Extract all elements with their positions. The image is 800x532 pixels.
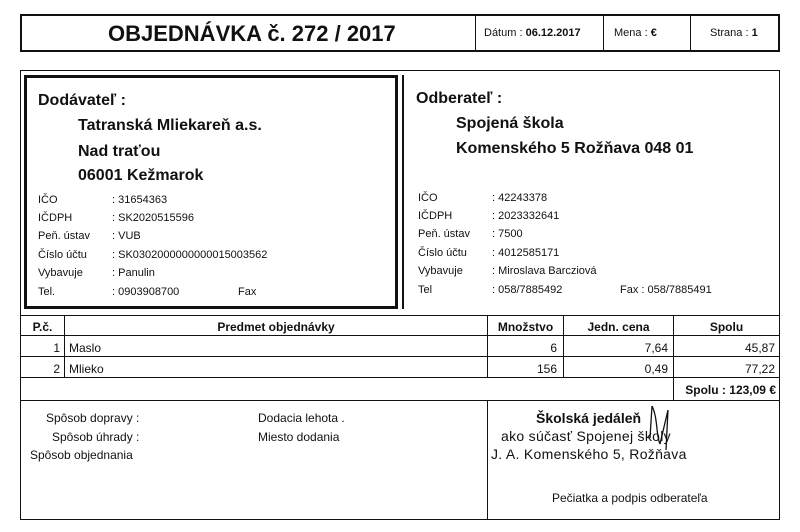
- customer-bank-label: Peň. ústav: [418, 228, 470, 240]
- table-cell: 0,49: [644, 362, 668, 376]
- header-divider: [690, 15, 691, 51]
- date-field: [484, 27, 581, 39]
- total-value: 123,09 €: [729, 383, 776, 397]
- supplier-tel-label: Tel.: [38, 286, 56, 298]
- header-divider: [475, 15, 476, 51]
- customer-ico-text: 42243378: [498, 192, 548, 204]
- payment-label: Spôsob úhrady :: [52, 430, 140, 444]
- signature-mark: [640, 398, 680, 458]
- table-header-cell: Predmet objednávky: [217, 320, 335, 334]
- supplier-tel-text: 0903908700: [118, 286, 180, 298]
- table-cell: 6: [550, 341, 557, 355]
- currency-value: €: [650, 27, 657, 39]
- supplier-icdph-label: IČDPH: [38, 212, 73, 224]
- customer-contact-text: Miroslava Barcziová: [498, 265, 597, 277]
- supplier-bank-label: Peň. ústav: [38, 230, 90, 242]
- table-header-cell: Spolu: [709, 320, 744, 334]
- customer-tel-text: 058/7885492: [498, 284, 563, 296]
- customer-ico-value: : 42243378: [492, 192, 548, 204]
- customer-icdph-value: : 2023332641: [492, 210, 560, 222]
- total-label: Spolu :: [685, 383, 726, 397]
- supplier-city: 06001 Kežmarok: [78, 167, 204, 184]
- table-total: [678, 383, 776, 397]
- currency-label: Mena :: [614, 27, 648, 39]
- table-top-border: [21, 315, 779, 316]
- stamp-line-3: J. A. Komenského 5, Rožňava: [491, 446, 687, 462]
- customer-bank-value: : 7500: [492, 228, 523, 240]
- customer-icdph-label: IČDPH: [418, 210, 453, 222]
- table-cell: 156: [536, 362, 557, 376]
- order-method-label: Spôsob objednania: [30, 448, 133, 462]
- supplier-contact-text: Panulin: [118, 267, 155, 279]
- supplier-account-value: : SK0302000000000015003562: [112, 249, 268, 261]
- table-cell: 2: [53, 362, 60, 376]
- customer-account-label: Číslo účtu: [418, 247, 467, 259]
- table-cell: Mlieko: [69, 362, 104, 376]
- supplier-tel-value: : 0903908700: [112, 286, 180, 298]
- table-row-divider: [21, 356, 779, 357]
- page-field: [710, 27, 758, 39]
- document-title: OBJEDNÁVKA č. 272 / 2017: [108, 21, 396, 46]
- customer-fax: [620, 284, 712, 296]
- footer-divider: [487, 400, 488, 519]
- customer-bank-text: 7500: [498, 228, 523, 240]
- customer-tel-label: Tel: [418, 284, 433, 296]
- header-divider: [603, 15, 604, 51]
- delivery-place-label: Miesto dodania: [258, 430, 340, 444]
- supplier-name: Tatranská Mliekareň a.s.: [78, 117, 262, 134]
- page-label: Strana :: [710, 27, 749, 39]
- table-cell: 7,64: [644, 341, 668, 355]
- table-header-bottom: [21, 335, 779, 336]
- table-row-divider: [21, 377, 779, 378]
- customer-account-text: 4012585171: [498, 247, 560, 259]
- customer-ico-label: IČO: [418, 192, 438, 204]
- supplier-account-text: SK0302000000000015003562: [118, 249, 268, 261]
- customer-fax-label: Fax :: [620, 284, 645, 296]
- customer-left-border: [402, 75, 404, 309]
- date-value: 06.12.2017: [525, 27, 581, 39]
- customer-contact-label: Vybavuje: [418, 265, 463, 277]
- table-cell: 1: [53, 341, 60, 355]
- supplier-bank-value: : VUB: [112, 230, 141, 242]
- customer-tel-value: : 058/7885492: [492, 284, 563, 296]
- supplier-ico-label: IČO: [38, 194, 58, 206]
- supplier-heading: Dodávateľ :: [38, 92, 126, 109]
- currency-field: [614, 27, 657, 39]
- supplier-contact-label: Vybavuje: [38, 267, 83, 279]
- customer-contact-value: : Miroslava Barcziová: [492, 265, 597, 277]
- table-header-cell: P.č.: [32, 320, 53, 334]
- stamp-line-2: ako súčasť Spojenej školy: [501, 428, 671, 444]
- customer-name: Spojená škola: [456, 115, 564, 132]
- table-cell: 45,87: [744, 341, 775, 355]
- table-cell: Maslo: [69, 341, 102, 355]
- customer-fax-value: 058/7885491: [647, 284, 712, 296]
- supplier-fax-label: Fax: [238, 286, 257, 298]
- supplier-contact-value: : Panulin: [112, 267, 155, 279]
- supplier-street: Nad traťou: [78, 143, 161, 160]
- customer-icdph-text: 2023332641: [498, 210, 560, 222]
- page-value: 1: [751, 27, 758, 39]
- table-cell: 77,22: [744, 362, 775, 376]
- customer-account-value: : 4012585171: [492, 247, 560, 259]
- transport-label: Spôsob dopravy :: [46, 411, 140, 425]
- supplier-ico-text: 31654363: [118, 194, 168, 206]
- supplier-ico-value: : 31654363: [112, 194, 168, 206]
- supplier-icdph-text: SK2020515596: [118, 212, 194, 224]
- supplier-icdph-value: : SK2020515596: [112, 212, 194, 224]
- table-header-cell: Množstvo: [497, 320, 554, 334]
- customer-address: Komenského 5 Rožňava 048 01: [456, 140, 694, 157]
- signature-caption: Pečiatka a podpis odberateľa: [552, 491, 708, 505]
- stamp-line-1: Školská jedáleň: [536, 410, 642, 426]
- table-header-cell: Jedn. cena: [587, 320, 650, 334]
- date-label: Dátum :: [484, 27, 523, 39]
- supplier-bank-text: VUB: [118, 230, 141, 242]
- customer-heading: Odberateľ :: [416, 90, 503, 107]
- delivery-deadline-label: Dodacia lehota .: [258, 411, 345, 425]
- supplier-account-label: Číslo účtu: [38, 249, 87, 261]
